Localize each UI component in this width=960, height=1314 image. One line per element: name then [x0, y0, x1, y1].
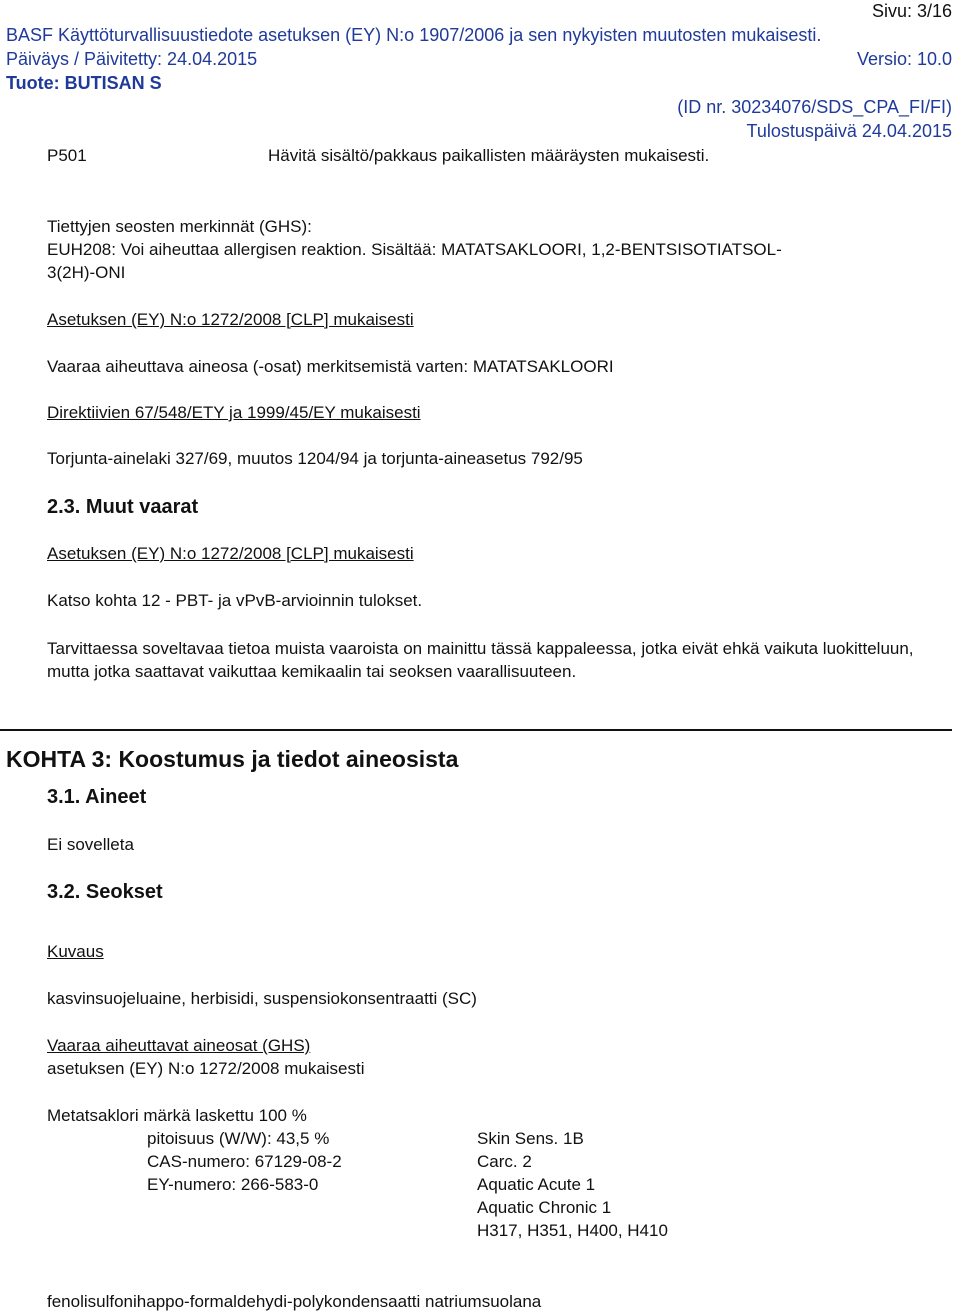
classification-item: Carc. 2: [477, 1152, 532, 1171]
mixtures-heading: 3.2. Seokset: [47, 881, 163, 903]
product-name: Tuote: BUTISAN S: [6, 73, 162, 93]
section3-title: KOHTA 3: Koostumus ja tiedot aineosista: [6, 746, 459, 772]
document-title: BASF Käyttöturvallisuustiedote asetuksen (EY) N:o 1907/2006 ja sen nykyisten muutosten mukaisesti.: [6, 25, 822, 45]
clp-regulation-heading: Asetuksen (EY) N:o 1272/2008 [CLP] mukaisesti: [47, 310, 414, 329]
other-hazards-heading: 2.3. Muut vaarat: [47, 496, 199, 518]
print-date: Tulostuspäivä 24.04.2015: [746, 121, 952, 141]
substances-text: Ei sovelleta: [47, 835, 134, 854]
clp-regulation-heading-2: Asetuksen (EY) N:o 1272/2008 [CLP] mukaisesti: [47, 544, 414, 563]
regulation-text: asetuksen (EY) N:o 1272/2008 mukaisesti: [47, 1059, 365, 1078]
substances-heading: 3.1. Aineet: [47, 786, 147, 808]
euh208-line2: 3(2H)-ONI: [47, 263, 126, 282]
pbt-reference: Katso kohta 12 - PBT- ja vPvB-arvioinnin tulokset.: [47, 591, 423, 610]
revision-date: Päiväys / Päivitetty: 24.04.2015: [6, 49, 258, 69]
ghs-label: Tiettyjen seosten merkinnät (GHS):: [47, 217, 312, 236]
hazard-component: Vaaraa aiheuttava aineosa (-osat) merkitsemistä varten: MATATSAKLOORI: [47, 357, 614, 376]
classification-item: Skin Sens. 1B: [477, 1129, 584, 1148]
directives-heading: Direktiivien 67/548/ETY ja 1999/45/EY mukaisesti: [47, 403, 421, 422]
document-id: (ID nr. 30234076/SDS_CPA_FI/FI): [677, 97, 952, 117]
pesticide-law: Torjunta-ainelaki 327/69, muutos 1204/94 ja torjunta-aineasetus 792/95: [47, 449, 583, 468]
other-hazards-info: Tarvittaessa soveltavaa tietoa muista vaaroista on mainittu tässä kappaleessa, jotka eivät ehkä vaikuta luokitteluun, mutta jotka saattavat vaikuttaa kemikaalin tai seoksen vaarallisuuteen.: [47, 639, 914, 681]
euh208-line1: EUH208: Voi aiheuttaa allergisen reaktion. Sisältää: MATATSAKLOORI, 1,2-BENTSISOTIATSOL-: [47, 240, 782, 259]
classification-item: Aquatic Chronic 1: [477, 1198, 612, 1217]
version: Versio: 10.0: [856, 49, 952, 69]
page-number: Sivu: 3/16: [871, 1, 952, 21]
p501-text: Hävitä sisältö/pakkaus paikallisten määräysten mukaisesti.: [268, 146, 710, 165]
hazard-statements: H317, H351, H400, H410: [477, 1221, 668, 1240]
classification-item: Aquatic Acute 1: [477, 1175, 596, 1194]
component-concentration: pitoisuus (W/W): 43,5 %: [147, 1129, 330, 1148]
component-cas: CAS-numero: 67129-08-2: [147, 1152, 342, 1171]
component-ec: EY-numero: 266-583-0: [147, 1175, 319, 1194]
description-text: kasvinsuojeluaine, herbisidi, suspensiokonsentraatti (SC): [47, 989, 477, 1008]
section-divider: [0, 729, 952, 731]
component-2-name: fenolisulfonihappo-formaldehydi-polykondensaatti natriumsuolana: [47, 1292, 542, 1311]
p501-code: P501: [47, 146, 87, 165]
component-name: Metatsaklori märkä laskettu 100 %: [47, 1106, 307, 1125]
hazardous-components-label: Vaaraa aiheuttavat aineosat (GHS): [47, 1036, 311, 1055]
description-label: Kuvaus: [47, 942, 104, 961]
